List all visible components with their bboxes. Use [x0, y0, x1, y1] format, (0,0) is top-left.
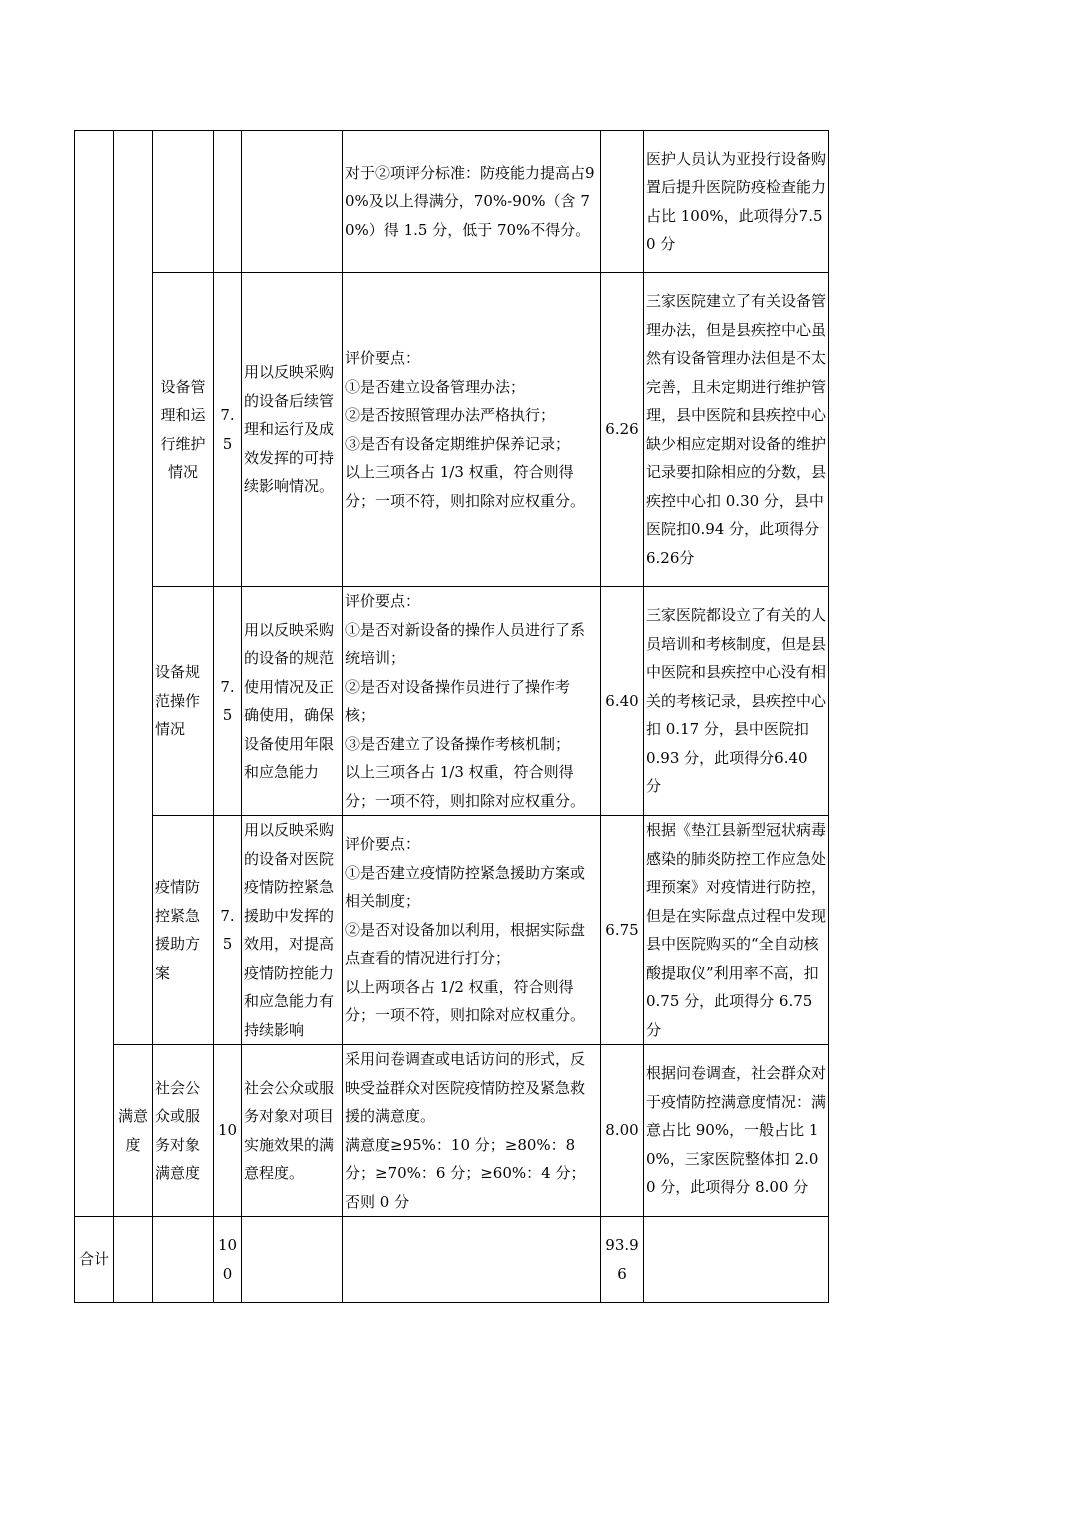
criteria-cell: 评价要点： ①是否建立设备管理办法； ②是否按照管理办法严格执行； ③是否有设备定期维护保养记录； 以上三项各占 1/3 权重，符合则得分；一项不符，则扣除对应权重分。	[343, 273, 601, 587]
table-row	[75, 587, 829, 816]
total-label: 合计	[75, 1217, 114, 1303]
score-cell: 6.75	[601, 816, 644, 1045]
criteria-cell: 评价要点： ①是否建立疫情防控紧急援助方案或相关制度； ②是否对设备加以利用，根据实际盘点查看的情况进行打分； 以上两项各占 1/2 权重，符合则得分；一项不符，则扣除对应权重分。	[343, 816, 601, 1045]
weight-cell: 7.5	[214, 816, 242, 1045]
level3-indicator-cell: 社会公众或服务对象满意度	[153, 1045, 214, 1217]
explanation-cell: 用以反映采购的设备对医院疫情防控紧急援助中发挥的效用，对提高疫情防控能力和应急能力有持续影响	[242, 816, 343, 1045]
empty-cell	[153, 1217, 214, 1303]
empty-cell	[114, 1217, 153, 1303]
table-row	[75, 273, 829, 587]
explanation-cell	[242, 131, 343, 273]
weight-cell: 10	[214, 1045, 242, 1217]
finding-cell: 医护人员认为亚投行设备购置后提升医院防疫检查能力占比 100%，此项得分7.50 分	[644, 131, 829, 273]
criteria-cell: 采用问卷调查或电话访问的形式，反映受益群众对医院疫情防控及紧急救援的满意度。 满意度≥95%：10 分；≥80%：8 分；≥70%：6 分；≥60%：4 分；否则 0 分	[343, 1045, 601, 1217]
empty-cell	[343, 1217, 601, 1303]
score-cell: 8.00	[601, 1045, 644, 1217]
total-row	[75, 1217, 829, 1303]
score-cell: 6.26	[601, 273, 644, 587]
explanation-cell: 用以反映采购的设备的规范使用情况及正确使用，确保设备使用年限和应急能力	[242, 587, 343, 816]
weight-cell	[214, 131, 242, 273]
level2-indicator-cell	[114, 131, 153, 1045]
empty-cell	[242, 1217, 343, 1303]
level3-indicator-cell: 设备规范操作情况	[153, 587, 214, 816]
explanation-cell: 用以反映采购的设备后续管理和运行及成效发挥的可持续影响情况。	[242, 273, 343, 587]
criteria-cell: 对于②项评分标准：防疫能力提高占90%及以上得满分，70%-90%（含 70%）得 1.5 分，低于 70%不得分。	[343, 131, 601, 273]
explanation-cell: 社会公众或服务对象对项目实施效果的满意程度。	[242, 1045, 343, 1217]
weight-cell: 7.5	[214, 273, 242, 587]
table-row	[75, 1045, 829, 1217]
total-weight: 100	[214, 1217, 242, 1303]
level1-indicator-cell	[75, 131, 114, 1217]
performance-evaluation-table	[74, 130, 829, 1303]
table-row	[75, 131, 829, 273]
weight-cell: 7.5	[214, 587, 242, 816]
finding-cell: 根据《垫江县新型冠状病毒感染的肺炎防控工作应急处理预案》对疫情进行防控，但是在实际盘点过程中发现县中医院购买的“全自动核酸提取仪”利用率不高，扣 0.75 分，此项得分 6.75 分	[644, 816, 829, 1045]
finding-cell: 根据问卷调查，社会群众对于疫情防控满意度情况：满意占比 90%，一般占比 10%，三家医院整体扣 2.00 分，此项得分 8.00 分	[644, 1045, 829, 1217]
finding-cell: 三家医院建立了有关设备管理办法，但是县疾控中心虽然有设备管理办法但是不太完善，且未定期进行维护管理，县中医院和县疾控中心缺少相应定期对设备的维护记录要扣除相应的分数，县疾控中心扣 0.30 分，县中医院扣0.94 分，此项得分 6.26分	[644, 273, 829, 587]
empty-cell	[644, 1217, 829, 1303]
level3-indicator-cell: 设备管理和运行维护情况	[153, 273, 214, 587]
level3-indicator-cell	[153, 131, 214, 273]
total-score: 93.96	[601, 1217, 644, 1303]
finding-cell: 三家医院都设立了有关的人员培训和考核制度，但是县中医院和县疾控中心没有相关的考核记录，县疾控中心扣 0.17 分，县中医院扣 0.93 分，此项得分6.40 分	[644, 587, 829, 816]
level2-indicator-cell: 满意度	[114, 1045, 153, 1217]
score-cell: 6.40	[601, 587, 644, 816]
level3-indicator-cell: 疫情防控紧急援助方案	[153, 816, 214, 1045]
table-row	[75, 816, 829, 1045]
score-cell	[601, 131, 644, 273]
criteria-cell: 评价要点： ①是否对新设备的操作人员进行了系统培训； ②是否对设备操作员进行了操作考核； ③是否建立了设备操作考核机制； 以上三项各占 1/3 权重，符合则得分；一项不符，则扣除对应权重分。	[343, 587, 601, 816]
